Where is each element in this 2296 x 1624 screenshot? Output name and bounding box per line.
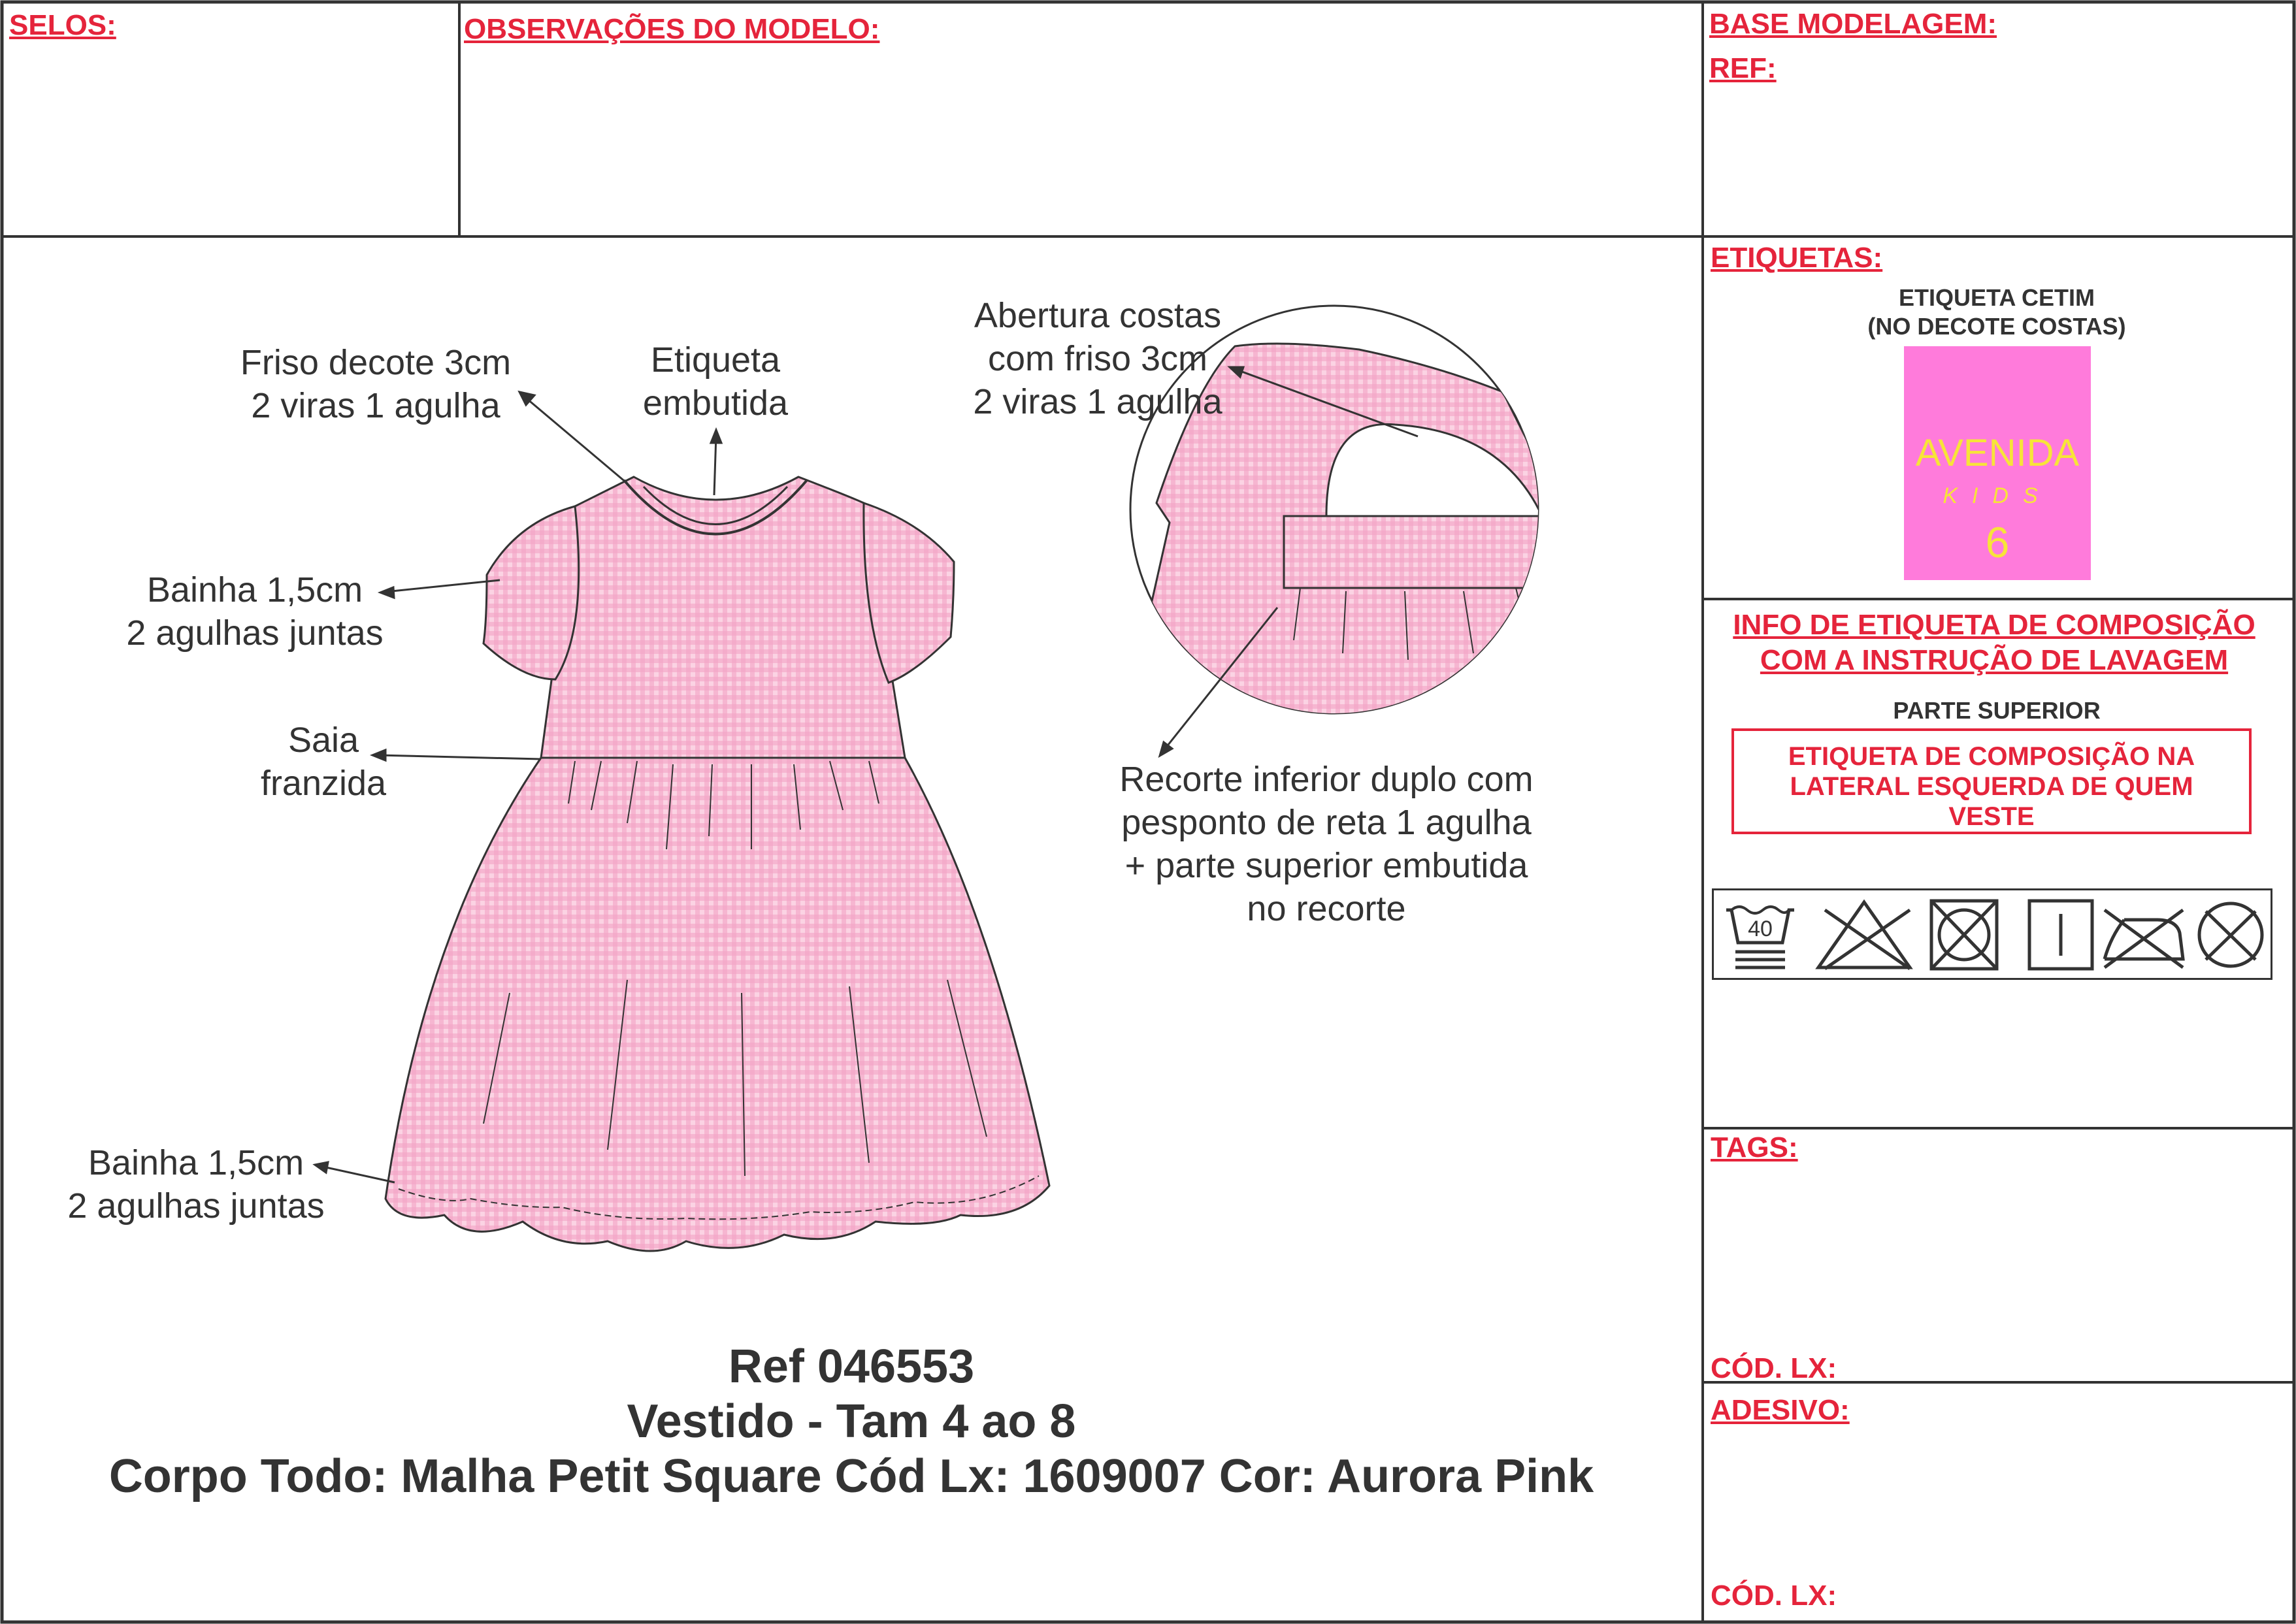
base-modelagem-label: BASE MODELAGEM: bbox=[1709, 8, 1997, 40]
product-fabric: Corpo Todo: Malha Petit Square Cód Lx: 1609007 Cor: Aurora Pink bbox=[108, 1450, 1594, 1502]
tags-cod-lx: CÓD. LX: bbox=[1711, 1352, 1837, 1384]
adesivo-label: ADESIVO: bbox=[1711, 1394, 1850, 1426]
composicao-heading: INFO DE ETIQUETA DE COMPOSIÇÃO COM A INSTRUÇÃO DE LAVAGEM bbox=[1733, 609, 2255, 676]
tags-label: TAGS: bbox=[1711, 1131, 1798, 1163]
care-symbols bbox=[1712, 888, 2272, 980]
composicao-box: ETIQUETA DE COMPOSIÇÃO NA LATERAL ESQUERDA DE QUEM VESTE bbox=[1731, 728, 2252, 834]
brand-name: AVENIDA bbox=[1915, 432, 2080, 474]
annot-friso-decote: Friso decote 3cm 2 viras 1 agulha bbox=[240, 343, 512, 425]
no-bleach-icon bbox=[1812, 897, 1916, 973]
annot-etiqueta-embutida: Etiqueta embutida bbox=[642, 340, 789, 423]
line-dry-icon bbox=[2021, 897, 2101, 973]
etiqueta-type: ETIQUETA CETIM (NO DECOTE COSTAS) bbox=[1867, 284, 2126, 340]
annot-bainha-manga: Bainha 1,5cm 2 agulhas juntas bbox=[126, 570, 384, 653]
observacoes-label: OBSERVAÇÕES DO MODELO: bbox=[464, 13, 880, 45]
product-title-block bbox=[0, 1339, 1703, 1504]
no-tumble-dry-icon bbox=[1924, 897, 2004, 973]
adesivo-cod-lx: CÓD. LX: bbox=[1711, 1580, 1837, 1612]
wash-40-icon bbox=[1720, 897, 1800, 973]
parte-superior: PARTE SUPERIOR bbox=[1893, 697, 2101, 724]
annot-saia-franzida: Saia franzida bbox=[260, 721, 387, 803]
svg-text:40: 40 bbox=[1748, 917, 1773, 941]
no-iron-icon bbox=[2098, 897, 2189, 973]
selos-label: SELOS: bbox=[9, 9, 116, 41]
brand-size: 6 bbox=[1985, 518, 2010, 566]
left-sleeve bbox=[484, 506, 579, 679]
annot-abertura-costas: Abertura costas com friso 3cm 2 viras 1 agulha bbox=[973, 296, 1222, 421]
dress-bodice bbox=[541, 477, 905, 758]
product-description: Vestido - Tam 4 ao 8 bbox=[627, 1395, 1076, 1448]
brand-sub: KIDS bbox=[1943, 483, 2052, 508]
annot-recorte-inferior: Recorte inferior duplo com pesponto de reta 1 agulha + parte superior embutida no recorte bbox=[1119, 760, 1533, 928]
product-ref: Ref 046553 bbox=[728, 1340, 975, 1393]
brand-label-tag bbox=[1904, 346, 2091, 580]
annot-bainha-saia: Bainha 1,5cm 2 agulhas juntas bbox=[67, 1143, 325, 1226]
back-waistband bbox=[1284, 516, 1558, 588]
etiquetas-label: ETIQUETAS: bbox=[1711, 242, 1883, 274]
no-dry-clean-icon bbox=[2191, 897, 2271, 973]
ref-label: REF: bbox=[1709, 52, 1777, 84]
dress-skirt bbox=[385, 758, 1049, 1251]
